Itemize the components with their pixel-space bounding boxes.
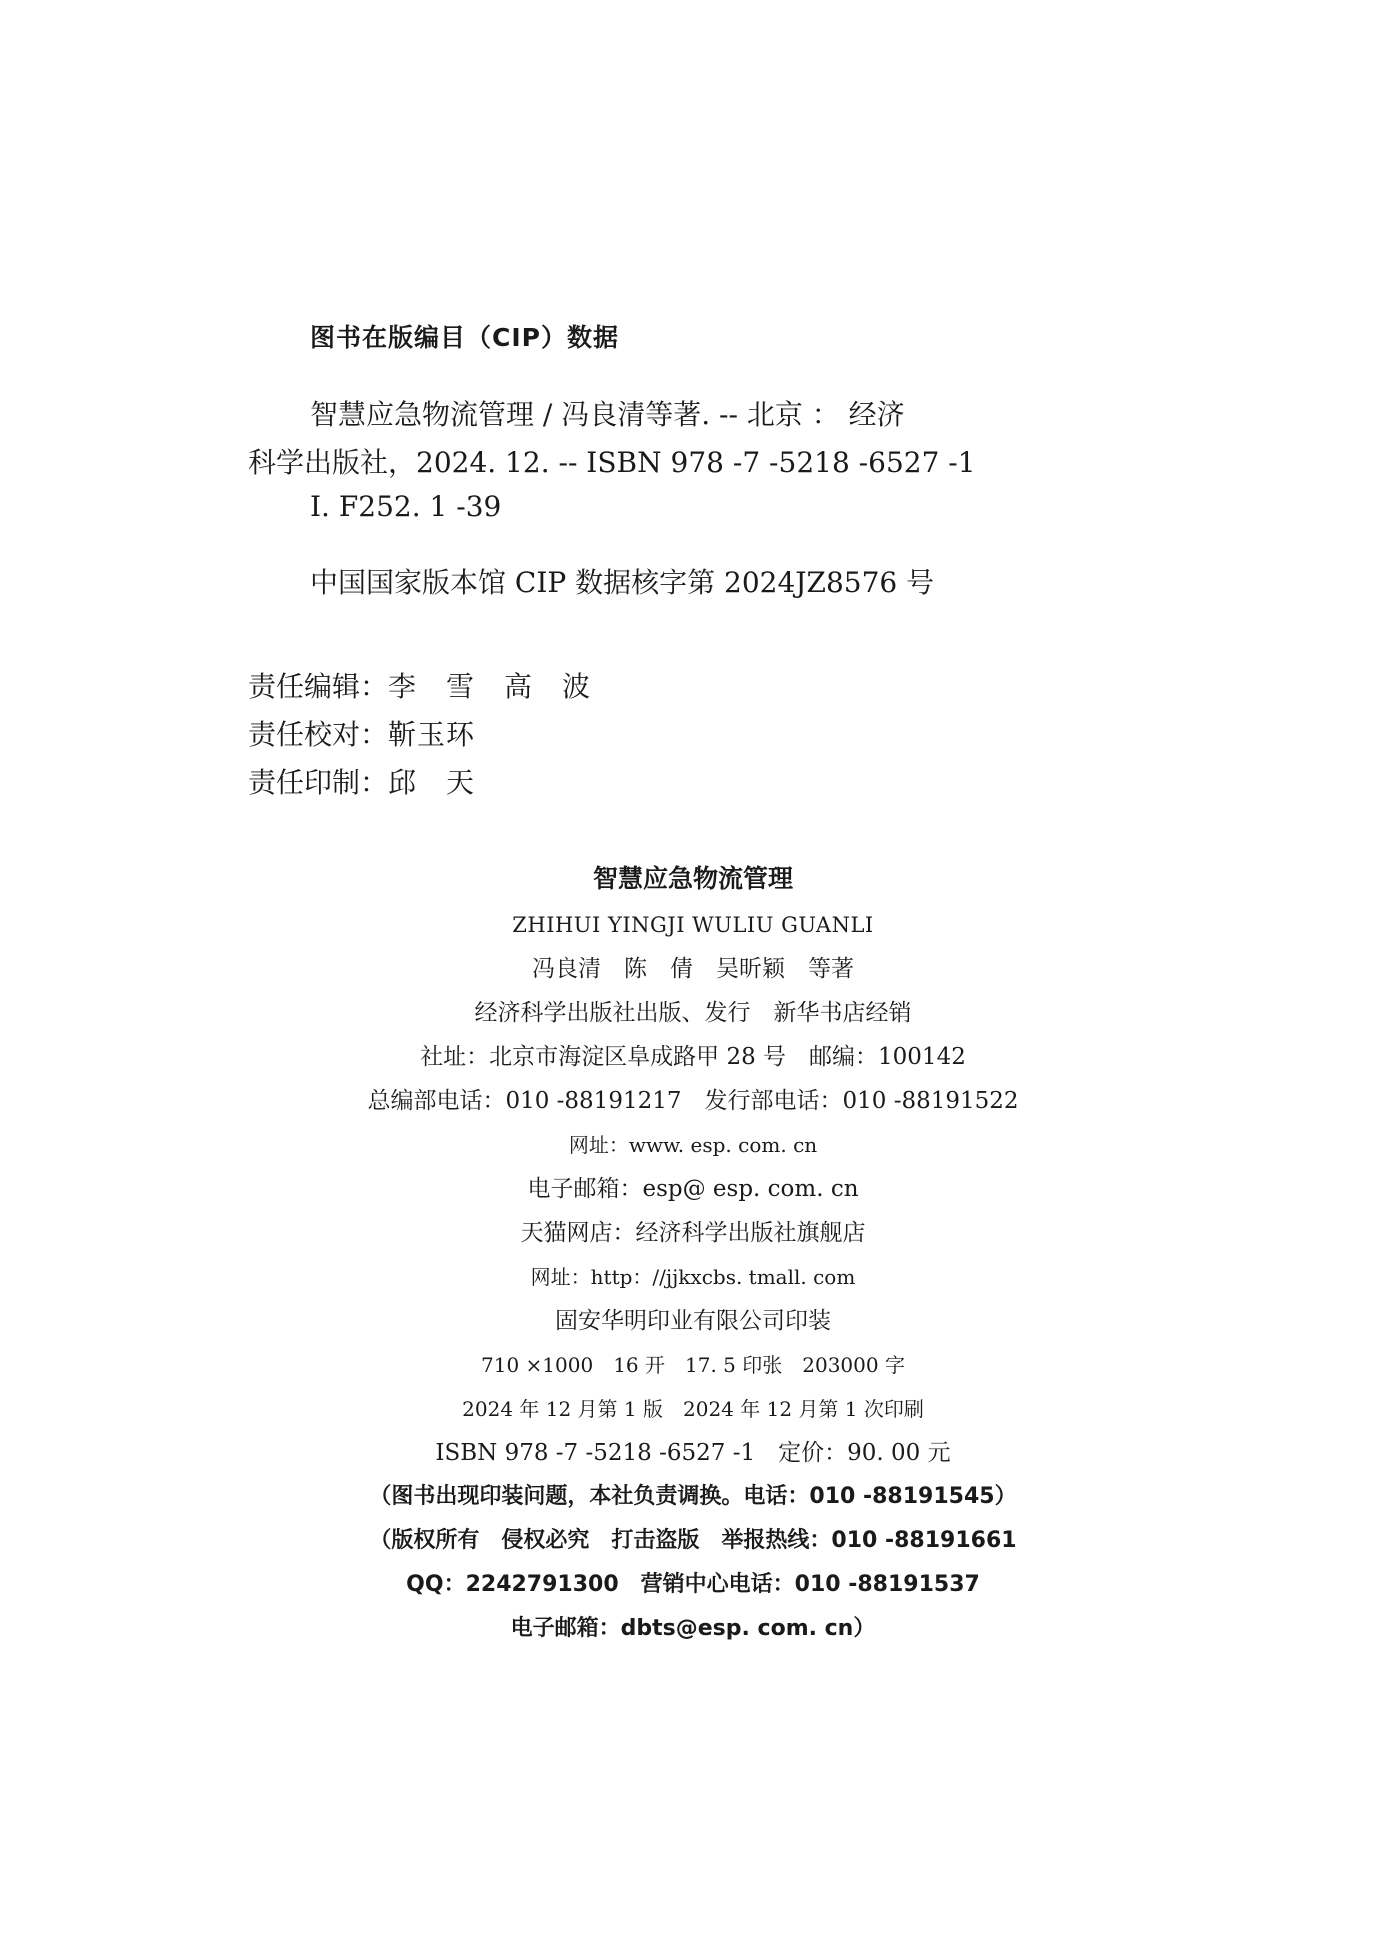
staff-name: 靳玉环 <box>388 718 476 751</box>
colophon-title: 智慧应急物流管理 <box>592 864 793 893</box>
colophon-tmall-url: 网址：http：//jjkxcbs. tmall. com <box>530 1265 856 1289</box>
colophon-address: 社址：北京市海淀区阜成路甲 28 号 邮编：100142 <box>420 1044 966 1070</box>
cip-number: 中国国家版本馆 CIP 数据核字第 2024JZ8576 号 <box>310 566 935 599</box>
colophon-specs: 710 ×1000 16 开 17. 5 印张 203000 字 <box>481 1353 905 1377</box>
colophon-printer: 固安华明印业有限公司印装 <box>555 1308 831 1334</box>
cip-heading: 图书在版编目（CIP）数据 <box>310 323 619 352</box>
colophon-notice-misprint: （图书出现印装问题，本社负责调换。电话：010 -88191545） <box>369 1484 1017 1509</box>
cip-classification: Ⅰ. F252. 1 -39 <box>310 490 502 523</box>
staff-name: 邱 天 <box>388 766 476 799</box>
colophon-notice-contact: QQ：2242791300 营销中心电话：010 -88191537 <box>406 1572 980 1597</box>
colophon-pinyin: ZHIHUI YINGJI WULIU GUANLI <box>512 913 874 937</box>
staff-role: 责任印制： <box>248 766 389 799</box>
colophon-publisher: 经济科学出版社出版、发行 新华书店经销 <box>474 1000 912 1026</box>
colophon-isbn-price: ISBN 978 -7 -5218 -6527 -1 定价：90. 00 元 <box>435 1440 951 1466</box>
cip-title-line: 智慧应急物流管理 / 冯良清等著. -- 北京 ： 经济 <box>310 398 905 431</box>
staff-name: 李 雪 高 波 <box>388 670 592 703</box>
colophon-edition: 2024 年 12 月第 1 版 2024 年 12 月第 1 次印刷 <box>462 1397 924 1421</box>
colophon-authors: 冯良清 陈 倩 吴昕颖 等著 <box>532 956 854 982</box>
colophon-phones: 总编部电话：010 -88191217 发行部电话：010 -88191522 <box>367 1088 1019 1114</box>
staff-editor <box>248 665 591 705</box>
colophon-tmall-store: 天猫网店：经济科学出版社旗舰店 <box>520 1220 866 1246</box>
colophon-notice-email: 电子邮箱：dbts@esp. com. cn） <box>510 1616 876 1641</box>
cip-publisher-line: 科学出版社，2024. 12. -- ISBN 978 -7 -5218 -6527 -1 <box>248 446 976 479</box>
colophon <box>293 855 1093 1651</box>
colophon-website: 网址：www. esp. com. cn <box>568 1133 818 1157</box>
staff-role: 责任校对： <box>248 718 389 751</box>
staff-role: 责任编辑： <box>248 670 389 703</box>
staff-printing-supervisor <box>248 761 475 801</box>
colophon-email: 电子邮箱：esp@ esp. com. cn <box>527 1176 859 1202</box>
staff-proofreader <box>248 713 475 753</box>
colophon-notice-copyright: （版权所有 侵权必究 打击盗版 举报热线：010 -88191661 <box>369 1528 1017 1553</box>
